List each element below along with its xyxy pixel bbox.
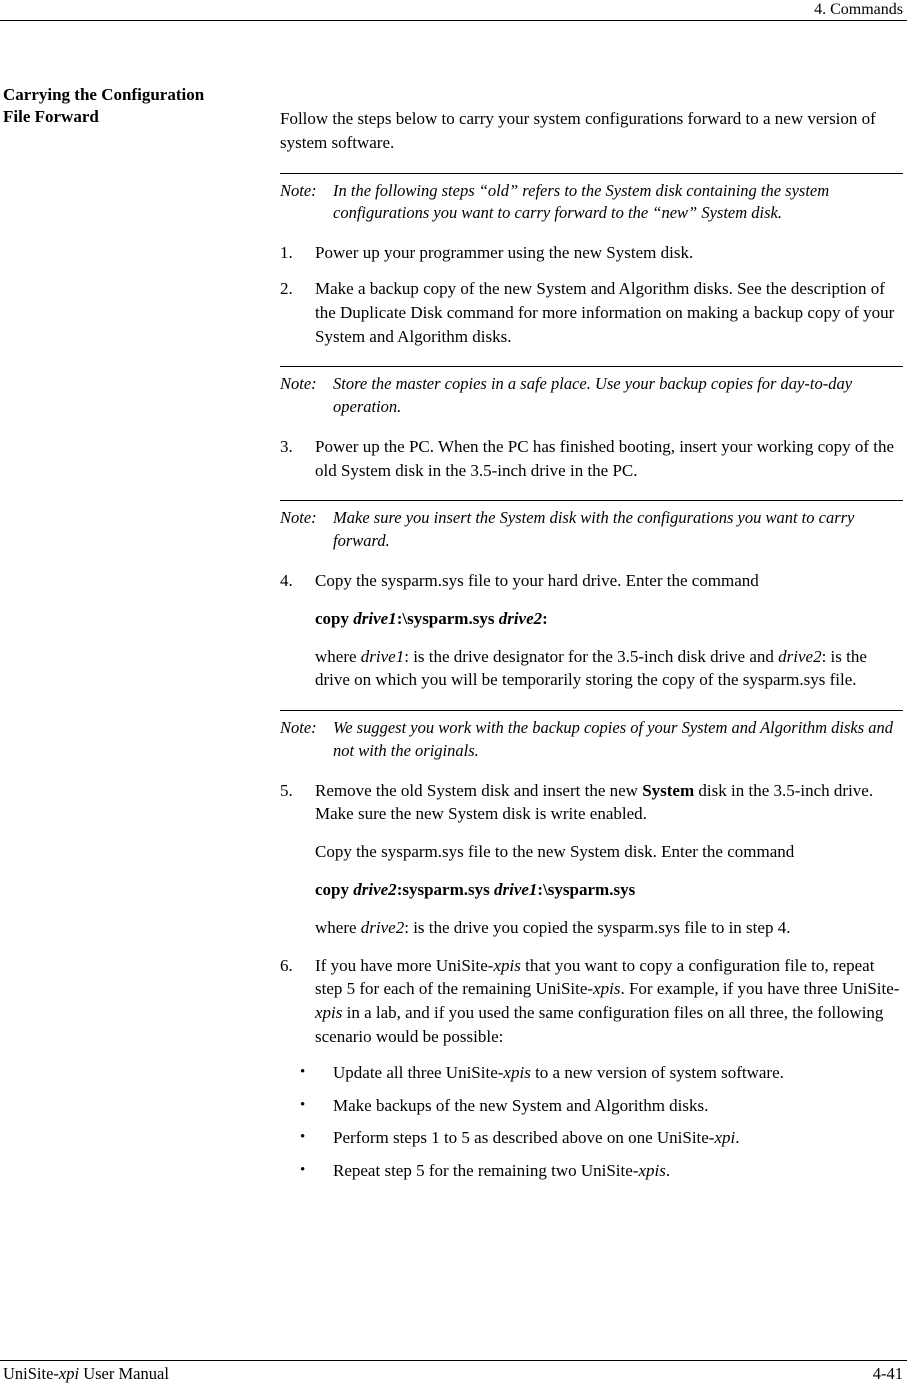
text-segment: . (665, 1161, 671, 1181)
step-text (315, 435, 903, 483)
text-segment: where (315, 917, 361, 937)
note-text (333, 507, 903, 553)
text-segment: Copy the sysparm.sys file to your hard drive. Enter the command (315, 570, 759, 590)
bullet-icon: • (300, 1096, 306, 1113)
text-segment: . For example, if you have three UniSite- (620, 979, 900, 999)
text-segment: :\sysparm.sys (396, 608, 499, 628)
note-label: Note: (280, 718, 317, 738)
step-number: 6. (280, 955, 293, 975)
text-segment: drive2 (778, 646, 822, 666)
text-segment: Remove the old System disk and insert the new (315, 780, 643, 800)
step-text (315, 779, 903, 827)
text-segment: copy (315, 880, 354, 900)
text-segment: Repeat step 5 for the remaining two UniSite- (333, 1161, 639, 1181)
text-segment: Power up your programmer using the new System disk. (315, 243, 694, 263)
text-segment: Store the master copies in a safe place. Use your backup copies for day-to-day operation. (333, 374, 853, 417)
chapter-title: 4. Commands (814, 1, 903, 18)
step-number: 2. (280, 278, 293, 298)
page-footer (0, 1360, 907, 1389)
bullet-icon: • (300, 1129, 306, 1146)
step-number: 1. (280, 243, 293, 263)
note-block (280, 710, 903, 763)
note-block (280, 500, 903, 553)
text-segment: We suggest you work with the backup copies of your System and Algorithm disks and not with the originals. (333, 718, 894, 760)
note-text (333, 373, 903, 419)
step-text (315, 569, 903, 593)
bullet-icon: • (300, 1162, 306, 1179)
text-segment: to a new version of system software. (530, 1062, 784, 1082)
text-segment: xpis (503, 1062, 531, 1082)
bullet-item (300, 1061, 903, 1085)
section-heading (3, 84, 280, 128)
bullet-text (333, 1094, 903, 1118)
bullet-icon: • (300, 1063, 306, 1080)
text-segment: : is the drive designator for the 3.5-inch disk drive and (404, 646, 779, 666)
bullet-item (300, 1126, 903, 1150)
text-segment: xpis (593, 979, 621, 999)
text-segment: xpi (714, 1128, 736, 1148)
text-segment: that you want to copy a configuration file to, repeat step 5 for each of the remaining UniSite- (315, 955, 875, 999)
step-text (315, 954, 903, 1049)
step-text (315, 277, 903, 348)
step-continuation (315, 645, 903, 693)
text-segment: drive1 (360, 646, 405, 666)
step-number: 5. (280, 780, 293, 800)
text-segment: copy (315, 608, 354, 628)
footer-manual-title (3, 1364, 169, 1384)
text-segment: xpi (58, 1364, 80, 1383)
text-segment: xpis (493, 955, 521, 975)
text-segment: . (735, 1128, 740, 1148)
numbered-step (280, 241, 903, 265)
text-segment: Update all three UniSite- (333, 1062, 504, 1082)
text-segment: :sysparm.sys (396, 880, 494, 900)
text-segment: Make a backup copy of the new System and Algorithm disks. See the description of the Duplicate Disk command for more information on making a backup copy of your System and Algorithm disks. (315, 278, 895, 346)
numbered-step (280, 277, 903, 348)
margin-column (3, 84, 280, 1192)
text-segment: drive2 (353, 880, 397, 900)
text-segment: drive1 (353, 608, 397, 628)
text-segment: drive2 (360, 917, 405, 937)
text-segment: disk in the 3.5-inch drive. Make sure the new System disk is write enabled. (315, 780, 874, 824)
note-text (333, 717, 903, 763)
text-segment: xpis (315, 1003, 343, 1023)
text-segment: UniSite- (3, 1364, 59, 1383)
text-segment: : (542, 608, 548, 628)
text-segment: System (642, 780, 695, 800)
text-segment: drive1 (493, 880, 538, 900)
step-number: 3. (280, 436, 293, 456)
text-segment: : is the drive on which you will be temporarily storing the copy of the sysparm.sys file. (315, 646, 867, 690)
text-segment: where (315, 646, 361, 666)
text-segment: Make sure you insert the System disk with the configurations you want to carry forward. (333, 508, 855, 551)
text-segment: In the following steps “old” refers to the System disk containing the system configurations you want to carry forward to the “new” System disk. (333, 180, 830, 223)
footer-page-number: 4-41 (872, 1364, 903, 1383)
note-label: Note: (280, 180, 317, 200)
note-text (333, 180, 903, 226)
text-segment: If you have more UniSite- (315, 955, 494, 975)
note-block (280, 366, 903, 419)
text-segment: Power up the PC. When the PC has finished booting, insert your working copy of the old System disk in the 3.5-inch drive in the PC. (315, 436, 895, 480)
section-heading-line: File Forward (3, 107, 99, 127)
bullet-item (300, 1094, 903, 1118)
page-header (0, 0, 907, 21)
step-number: 4. (280, 570, 293, 590)
numbered-step (280, 569, 903, 593)
bullet-text (333, 1061, 903, 1085)
text-segment: Follow the steps below to carry your system configurations forward to a new version of system software. (280, 109, 876, 152)
text-segment: Perform steps 1 to 5 as described above on one UniSite- (333, 1128, 715, 1148)
step-continuation (315, 916, 903, 940)
text-segment: Make backups of the new System and Algorithm disks. (333, 1095, 709, 1115)
text-segment: : is the drive you copied the sysparm.sys file to in step 4. (404, 917, 791, 937)
command-line (315, 607, 903, 631)
content-blocks (280, 107, 903, 1183)
section-heading-line: Carrying the Configuration (3, 85, 205, 104)
note-label: Note: (280, 374, 317, 394)
text-segment: drive2 (498, 608, 543, 628)
note-label: Note: (280, 508, 317, 528)
step-text (315, 241, 903, 265)
bullet-text (333, 1126, 903, 1150)
text-segment: Copy the sysparm.sys file to the new System disk. Enter the command (315, 842, 795, 862)
text-segment: :\sysparm.sys (537, 880, 636, 900)
numbered-step (280, 779, 903, 827)
intro-paragraph (280, 107, 903, 155)
text-segment: in a lab, and if you used the same configuration files on all three, the following scenario would be possible: (315, 1003, 884, 1047)
command-line (315, 878, 903, 902)
body-column (280, 84, 903, 1192)
text-segment: xpis (638, 1161, 666, 1181)
numbered-step (280, 954, 903, 1049)
bullet-item (300, 1159, 903, 1183)
numbered-step (280, 435, 903, 483)
note-block (280, 173, 903, 226)
text-segment: User Manual (79, 1364, 169, 1383)
bullet-text (333, 1159, 903, 1183)
step-continuation (315, 840, 903, 864)
